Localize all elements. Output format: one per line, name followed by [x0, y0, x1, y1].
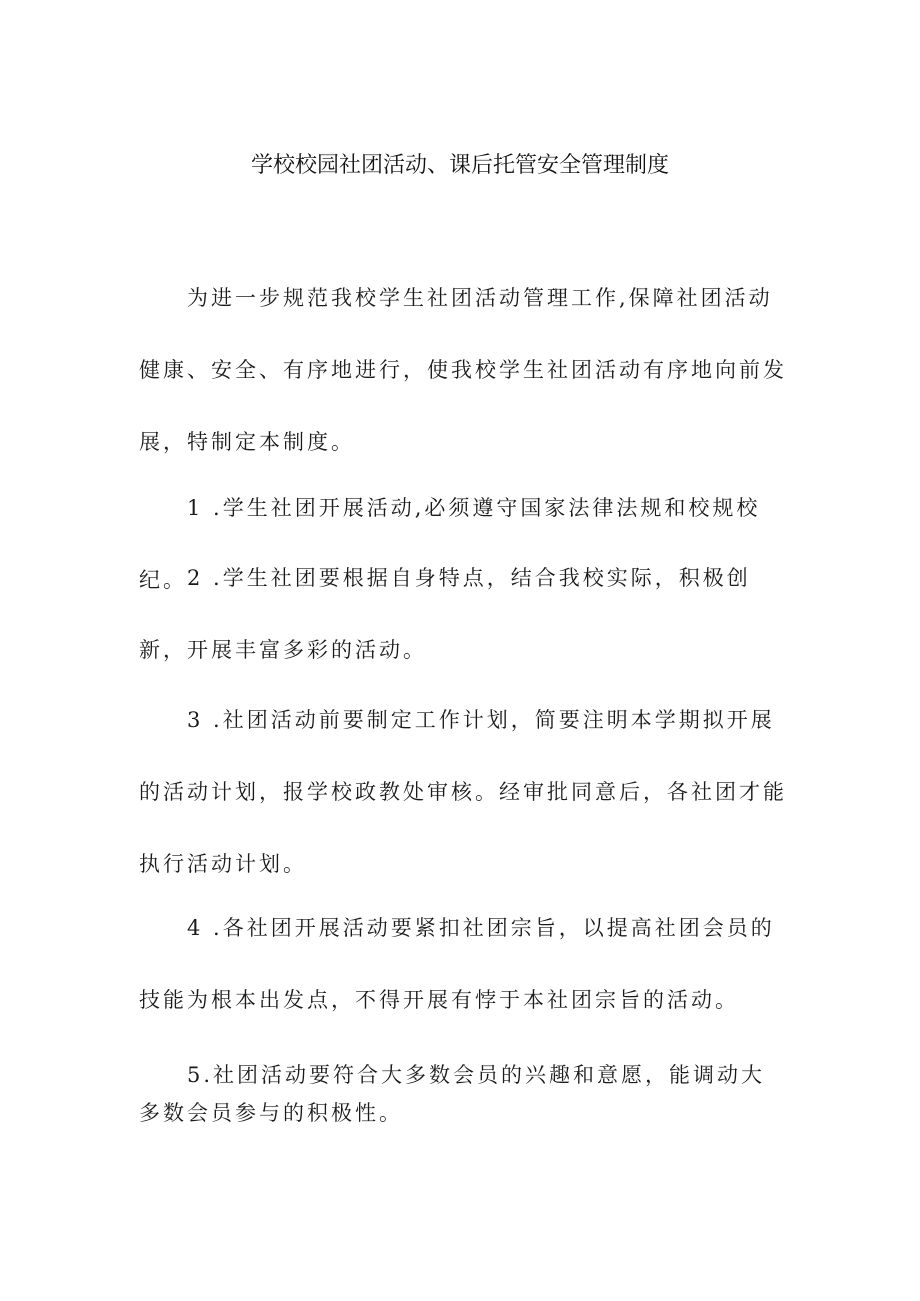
paragraph-text: 为进一步规范我校学生社团活动管理工作,保障社团活动健康、安全、有序地进行，使我校学生社团活动有序地向前发展，特制定本制度。 — [139, 286, 787, 454]
paragraph-item-5 — [139, 1056, 789, 1132]
paragraph-item-2 — [139, 542, 789, 686]
paragraph-text: 3 .社团活动前要制定工作计划，简要注明本学期拟开展的活动计划，报学校政教处审核。经审批同意后，各社团才能执行活动计划。 — [139, 708, 787, 876]
paragraph-text: 2 .学生社团要根据自身特点，结合我校实际，积极创新，开展丰富多彩的活动。 — [139, 566, 751, 662]
paragraph-item-4 — [139, 892, 789, 1036]
paragraph-text: 1 .学生社团开展活动,必须遵守国家法律法规和校规校纪。 — [139, 496, 761, 592]
paragraph-intro — [139, 262, 789, 478]
paragraph-item-3 — [139, 684, 789, 900]
document-title: 学校校园社团活动、课后托管安全管理制度 — [250, 153, 669, 178]
paragraph-text: 4 .各社团开展活动要紧扣社团宗旨，以提高社团会员的技能为根本出发点，不得开展有悖于本社团宗旨的活动。 — [139, 916, 775, 1012]
paragraph-text: 5.社团活动要符合大多数会员的兴趣和意愿，能调动大多数会员参与的积极性。 — [139, 1063, 766, 1125]
